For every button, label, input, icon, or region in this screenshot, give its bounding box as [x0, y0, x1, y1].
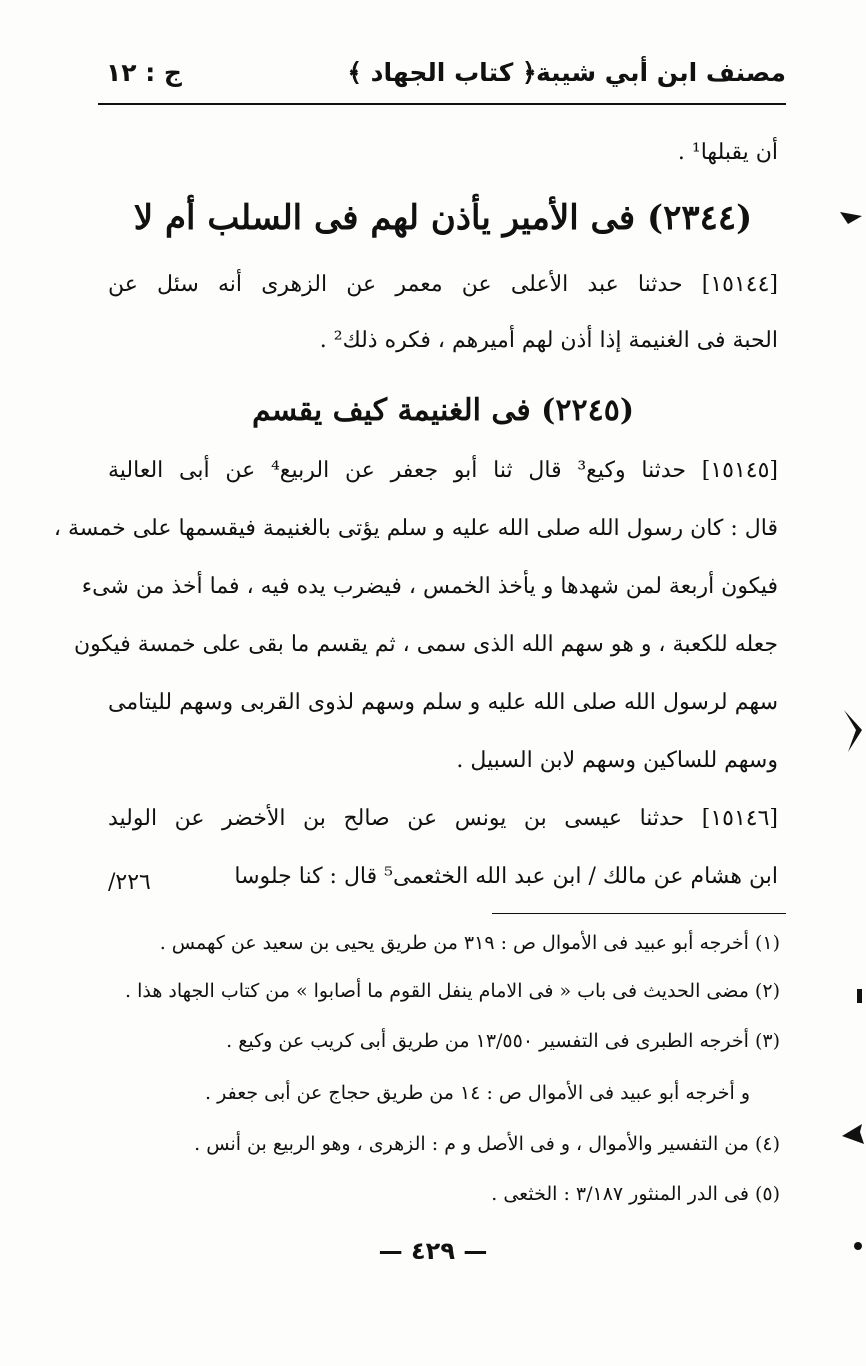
footnote-3-continuation: و أخرجه أبو عبيد فى الأموال ص : ١٤ من طريق حجاج عن أبى جعفر .	[205, 1082, 750, 1104]
hadith-15145-line-1: [١٥١٤٥] حدثنا وكيع³ قال ثنا أبو جعفر عن الربيع⁴ عن أبى العالية	[108, 458, 778, 483]
chapter-heading-2344: (٢٣٤٤) فى الأمير يأذن لهم فى السلب أم لا	[133, 198, 753, 238]
hadith-15144-line-2: الحبة فى الغنيمة إذا أذن لهم أميرهم ، فكره ذلك² .	[319, 328, 778, 353]
margin-dot-mark	[854, 985, 866, 1009]
chapter-heading-2345: (٢٢٤٥) فى الغنيمة كيف يقسم	[251, 393, 635, 428]
hadith-15145-line-5: سهم لرسول الله صلى الله عليه و سلم وسهم لذوى القربى وسهم لليتامى	[108, 690, 778, 715]
page-number: — ٤٢٩ —	[378, 1237, 488, 1265]
margin-tick-mark	[838, 200, 866, 230]
hadith-15146-line-2: ابن هشام عن مالك / ابن عبد الله الخثعمى⁵ قال : كنا جلوسا	[234, 864, 778, 889]
opening-line: أن يقبلها¹ .	[677, 140, 778, 165]
hadith-15145-line-3: فيكون أربعة لمن شهدها و يأخذ الخمس ، فيضرب يده فيه ، فما أخذ من شىء	[81, 574, 778, 599]
hadith-15145-line-2: قال : كان رسول الله صلى الله عليه و سلم يؤتى بالغنيمة فيقسمها على خمسة ،	[53, 516, 778, 541]
running-header	[98, 52, 786, 98]
hadith-15145-line-4: جعله للكعبة ، و هو سهم الله الذى سمى ، ثم يقسم ما بقى على خمسة فيكون	[73, 632, 778, 657]
footnote-2: (٢) مضى الحديث فى باب « فى الامام ينفل القوم ما أصابوا » من كتاب الجهاد هذا .	[125, 980, 780, 1002]
margin-bracket-mark	[842, 700, 866, 760]
section-title: ﴿ كتاب الجهاد ﴾	[347, 58, 537, 87]
footnote-4: (٤) من التفسير والأموال ، و فى الأصل و م : الزهرى ، وهو الربيع بن أنس .	[194, 1133, 780, 1155]
footnote-3: (٣) أخرجه الطبرى فى التفسير ١٣/٥٥٠ من طريق أبى كريب عن وكيع .	[226, 1030, 780, 1052]
margin-dot-mark-2	[850, 1236, 866, 1256]
header-divider	[98, 103, 786, 105]
footnote-divider	[492, 913, 786, 914]
volume-label: ج : ١٢	[106, 58, 182, 87]
hadith-15144-line-1: [١٥١٤٤] حدثنا عبد الأعلى عن معمر عن الزهرى أنه سئل عن	[108, 272, 778, 297]
volume-page-reference: ٢٢٦/	[108, 870, 151, 895]
hadith-15145-line-6: وسهم للساكين وسهم لابن السبيل .	[456, 748, 778, 773]
hadith-15146-line-1: [١٥١٤٦] حدثنا عيسى بن يونس عن صالح بن الأخضر عن الوليد	[108, 806, 778, 831]
footnote-5: (٥) فى الدر المنثور ٣/١٨٧ : الخثعى .	[491, 1183, 780, 1205]
margin-tick-mark-2	[838, 1118, 866, 1148]
book-title: مصنف ابن أبي شيبة	[535, 58, 786, 87]
footnote-1: (١) أخرجه أبو عبيد فى الأموال ص : ٣١٩ من طريق يحيى بن سعيد عن كهمس .	[159, 932, 780, 954]
